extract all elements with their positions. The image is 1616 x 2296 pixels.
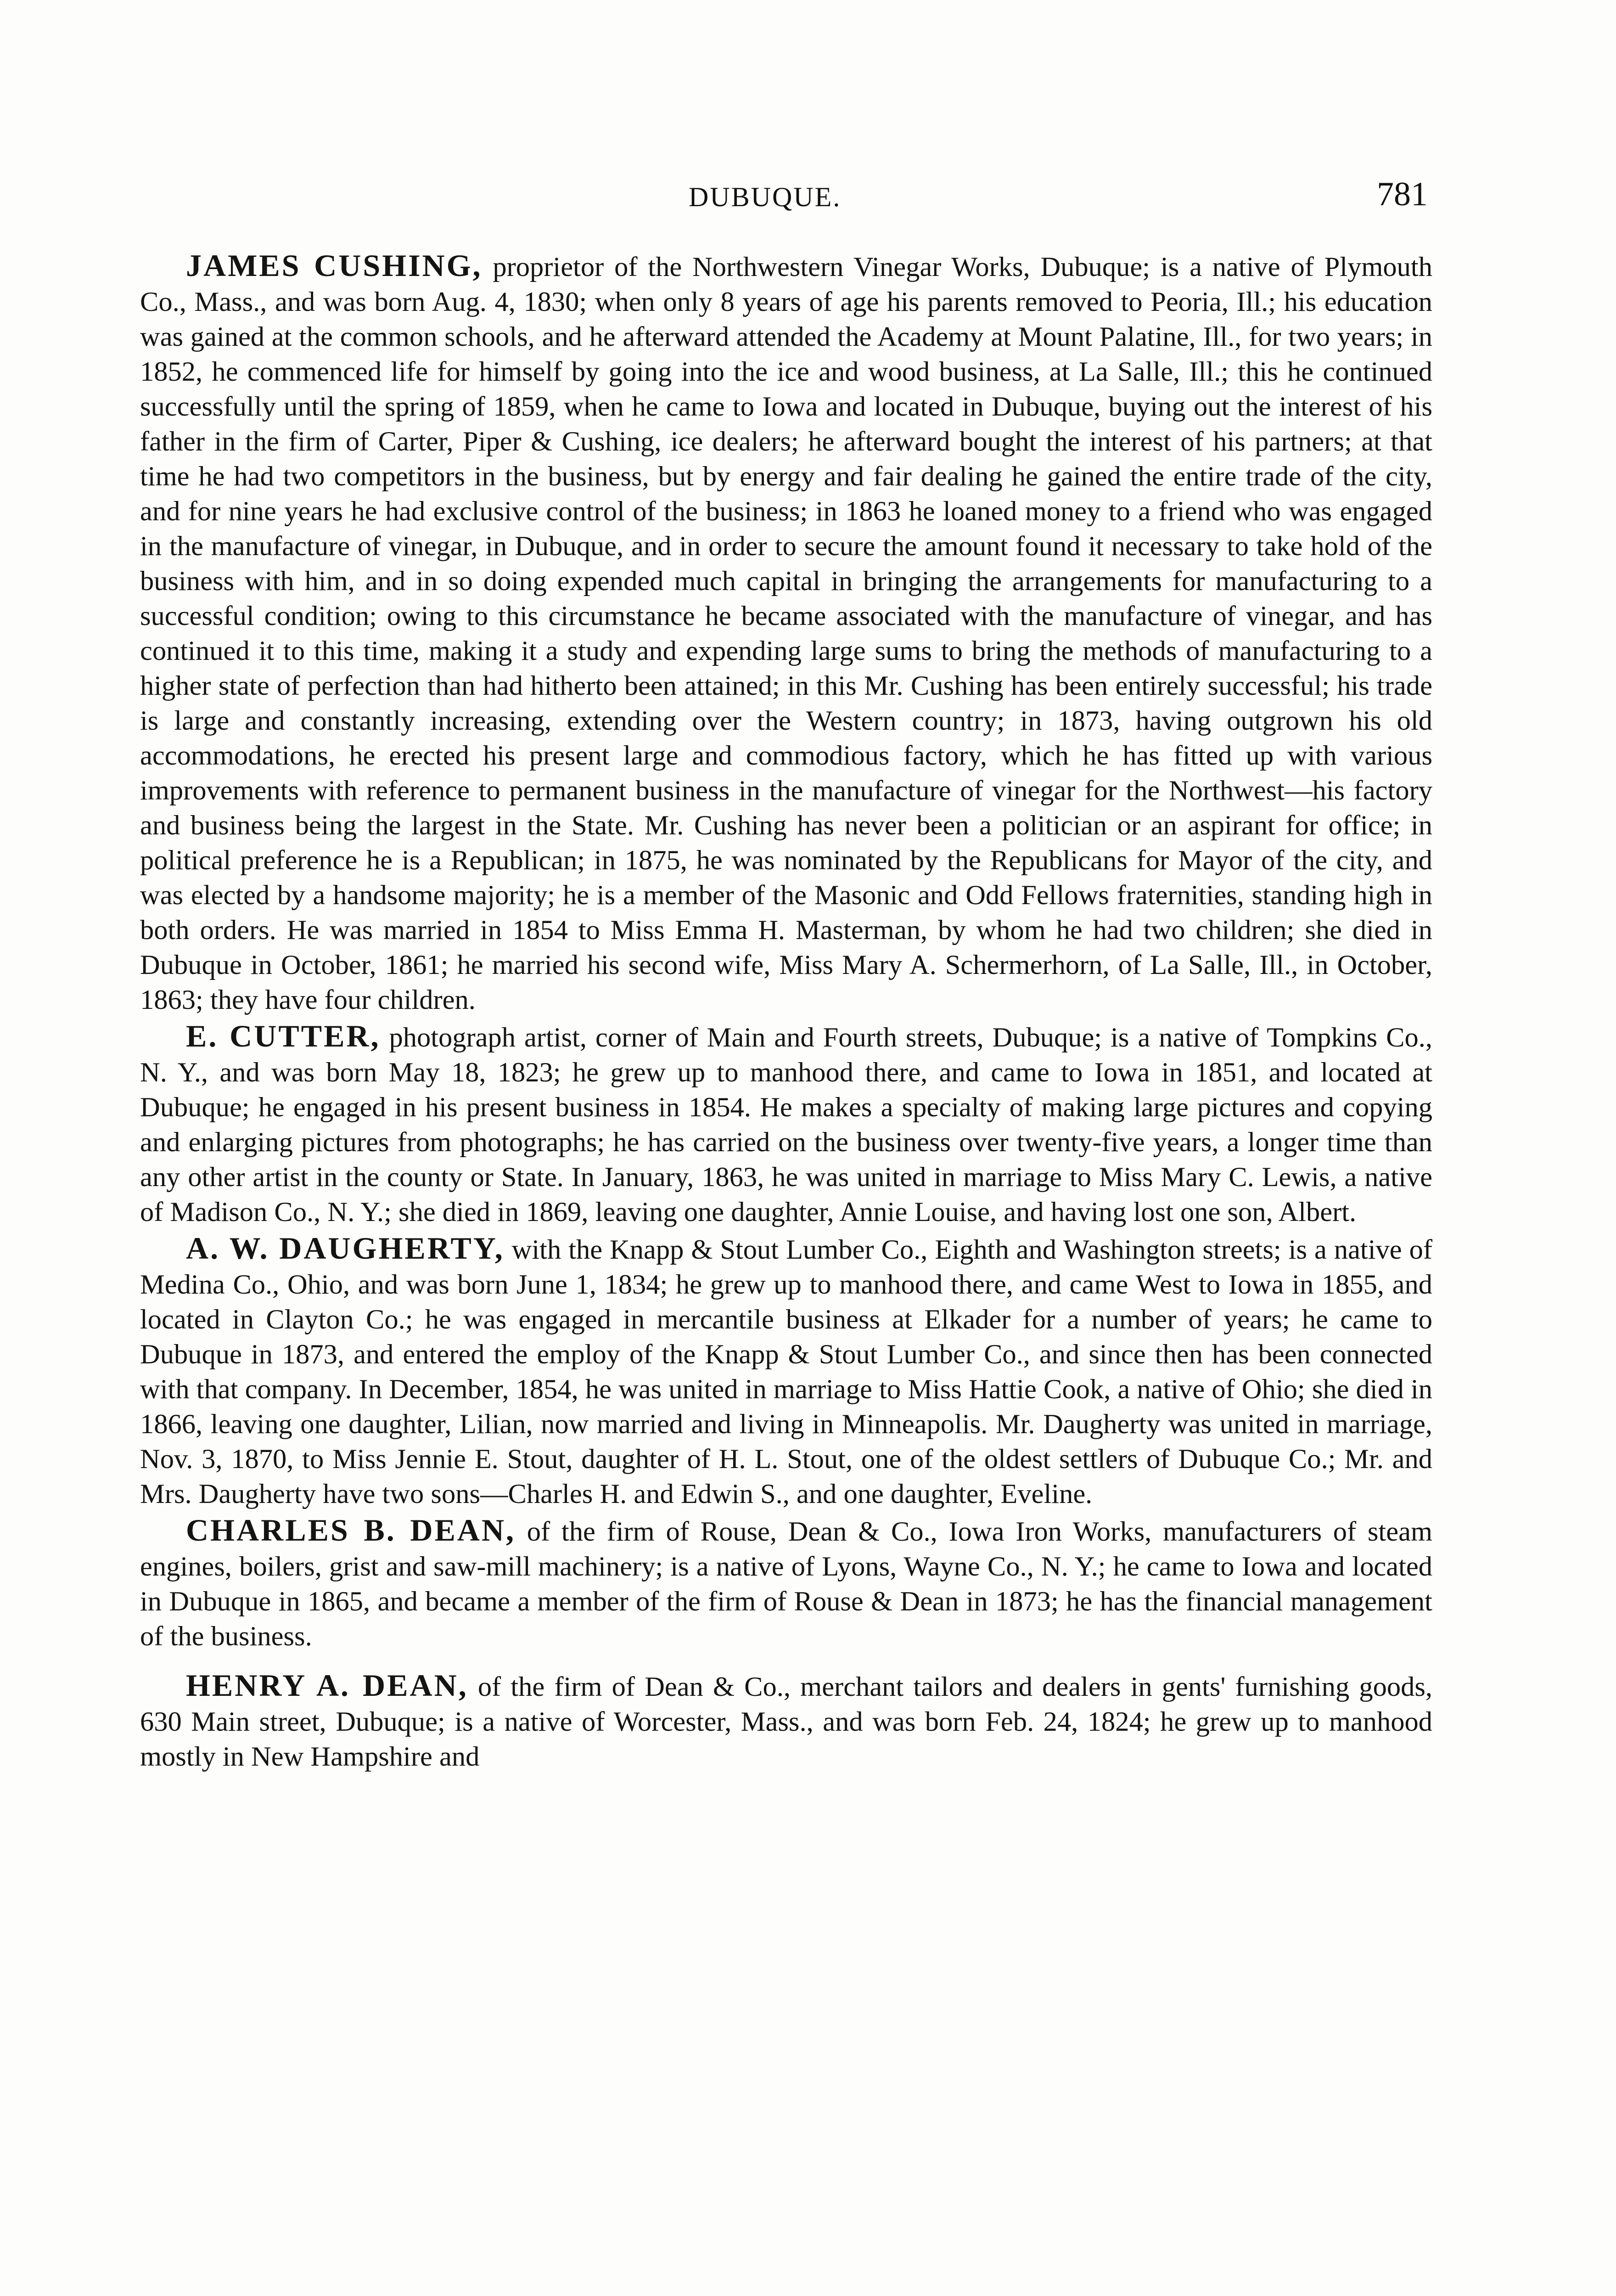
- biography-entry-charles-b-dean: [140, 1513, 1432, 1654]
- running-title: DUBUQUE.: [689, 182, 842, 212]
- biography-entry-a-w-daugherty: [140, 1231, 1432, 1512]
- page-body: [140, 248, 1432, 1774]
- entry-text: of the firm of Dean & Co., merchant tailors and dealers in gents' furnishing goods, 630 Main street, Dubuque; is a native of Worcester, Mass., and was born Feb. 24, 1824; he grew up to manhood mostly in New Hampshire and: [140, 1671, 1432, 1772]
- entry-text: of the firm of Rouse, Dean & Co., Iowa Iron Works, manufacturers of steam engines, boilers, grist and saw-mill machinery; is a native of Lyons, Wayne Co., N. Y.; he came to Iowa and located in Dubuque in 1865, and became a member of the firm of Rouse & Dean in 1873; he has the financial management of the business.: [140, 1516, 1433, 1652]
- entry-name: HENRY A. DEAN,: [186, 1668, 468, 1703]
- entry-name: CHARLES B. DEAN,: [186, 1513, 516, 1548]
- entry-name: A. W. DAUGHERTY,: [186, 1231, 505, 1266]
- page-header: [0, 175, 1616, 223]
- entry-name: E. CUTTER,: [186, 1019, 381, 1053]
- entry-text: photograph artist, corner of Main and Fourth streets, Dubuque; is a native of Tompkins Co., N. Y., and was born May 18, 1823; he grew up to manhood there, and came to Iowa in 1851, and located at Dubuque; he engaged in his present business in 1854. He makes a specialty of making large pictures and copying and enlarging pictures from photographs; he has carried on the business over twenty-five years, a longer time than any other artist in the county or State. In January, 1863, he was united in marriage to Miss Mary C. Lewis, a native of Madison Co., N. Y.; she died in 1869, leaving one daughter, Annie Louise, and having lost one son, Albert.: [140, 1022, 1432, 1227]
- entry-name: JAMES CUSHING,: [186, 248, 483, 283]
- biography-entry-james-cushing: [140, 248, 1432, 1018]
- biography-entry-e-cutter: [140, 1019, 1432, 1230]
- entry-text: proprietor of the Northwestern Vinegar Works, Dubuque; is a native of Plymouth Co., Mass., and was born Aug. 4, 1830; when only 8 years of age his parents removed to Peoria, Ill.; his education was gained at the common schools, and he afterward attended the Academy at Mount Palatine, Ill., for two years; in 1852, he commenced life for himself by going into the ice and wood business, at La Salle, Ill.; this he continued successfully until the spring of 1859, when he came to Iowa and located in Dubuque, buying out the interest of his father in the firm of Carter, Piper & Cushing, ice dealers; he afterward bought the interest of his partners; at that time he had two competitors in the business, but by energy and fair dealing he gained the entire trade of the city, and for nine years he had exclusive control of the business; in 1863 he loaned money to a friend who was engaged in the manufacture of vinegar, in Dubuque, and in order to secure the amount found it necessary to take hold of the business with him, and in so doing expended much capital in bringing the arrangements for manufacturing to a successful condition; owing to this circumstance he became associated with the manufacture of vinegar, and has continued it to this time, making it a study and expending large sums to bring the methods of manufacturing to a higher state of perfection than had hitherto been attained; in this Mr. Cushing has been entirely successful; his trade is large and constantly increasing, extending over the Western country; in 1873, having outgrown his old accommodations, he erected his present large and commodious factory, which he has fitted up with various improvements with reference to permanent business in the manufacture of vinegar for the Northwest—his factory and business being the largest in the State. Mr. Cushing has never been a politician or an aspirant for office; in political preference he is a Republican; in 1875, he was nominated by the Republicans for Mayor of the city, and was elected by a handsome majority; he is a member of the Masonic and Odd Fellows fraternities, standing high in both orders. He was married in 1854 to Miss Emma H. Masterman, by whom he had two children; she died in Dubuque in October, 1861; he married his second wife, Miss Mary A. Schermerhorn, of La Salle, Ill., in October, 1863; they have four children.: [140, 252, 1432, 1015]
- page-number: 781: [1377, 175, 1428, 213]
- biography-entry-henry-a-dean: [140, 1668, 1432, 1774]
- entry-text: with the Knapp & Stout Lumber Co., Eighth and Washington streets; is a native of Medina Co., Ohio, and was born June 1, 1834; he grew up to manhood there, and came West to Iowa in 1855, and located in Clayton Co.; he was engaged in mercantile business at Elkader for a number of years; he came to Dubuque in 1873, and entered the employ of the Knapp & Stout Lumber Co., and since then has been connected with that company. In December, 1854, he was united in marriage to Miss Hattie Cook, a native of Ohio; she died in 1866, leaving one daughter, Lilian, now married and living in Minneapolis. Mr. Daugherty was united in marriage, Nov. 3, 1870, to Miss Jennie E. Stout, daughter of H. L. Stout, one of the oldest settlers of Dubuque Co.; Mr. and Mrs. Daugherty have two sons—Charles H. and Edwin S., and one daughter, Eveline.: [140, 1234, 1432, 1509]
